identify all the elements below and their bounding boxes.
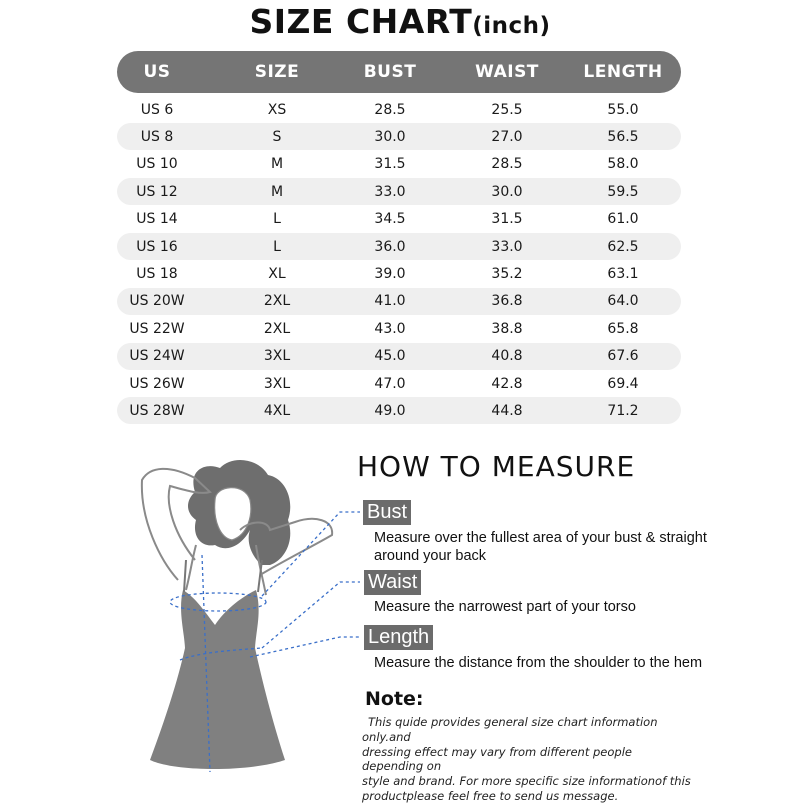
how-to-measure-heading: HOW TO MEASURE (357, 450, 636, 483)
table-cell-waist: 38.8 (491, 320, 523, 337)
table-cell-us: US 24W (129, 348, 185, 365)
table-cell-bust: 33.0 (374, 183, 406, 200)
table-cell-bust: 34.5 (374, 211, 406, 228)
table-cell-bust: 36.0 (374, 238, 406, 255)
table-cell-bust: 30.0 (374, 128, 406, 145)
table-cell-bust: 31.5 (374, 156, 406, 173)
table-cell-size: L (273, 238, 281, 255)
column-header-bust: BUST (363, 62, 417, 82)
chart-title-unit: (inch) (472, 13, 551, 39)
table-cell-bust: 43.0 (374, 320, 406, 337)
table-cell-size: XL (268, 265, 286, 282)
waist-label-tag: Waist (364, 570, 421, 595)
table-cell-bust: 45.0 (374, 348, 406, 365)
table-cell-length: 55.0 (607, 101, 639, 118)
table-cell-us: US 16 (136, 238, 178, 255)
table-cell-length: 71.2 (607, 402, 639, 419)
table-cell-bust: 47.0 (374, 375, 406, 392)
length-label-tag: Length (364, 625, 433, 650)
table-cell-us: US 10 (136, 156, 178, 173)
table-cell-waist: 28.5 (491, 156, 523, 173)
table-cell-length: 69.4 (607, 375, 639, 392)
table-cell-waist: 30.0 (491, 183, 523, 200)
column-header-waist: WAIST (475, 62, 539, 82)
table-cell-waist: 40.8 (491, 348, 523, 365)
table-cell-bust: 28.5 (374, 101, 406, 118)
note-line-2: dressing effect may vary from different people depending on (362, 744, 632, 774)
note-line-3: style and brand. For more specific size informationof this (362, 774, 691, 789)
table-cell-size: 4XL (263, 402, 291, 419)
table-cell-size: 2XL (263, 293, 291, 310)
table-cell-length: 62.5 (607, 238, 639, 255)
length-callout-line (250, 637, 360, 657)
table-cell-length: 63.1 (607, 265, 639, 282)
table-cell-waist: 44.8 (491, 402, 523, 419)
table-cell-waist: 27.0 (491, 128, 523, 145)
table-cell-bust: 41.0 (374, 293, 406, 310)
table-cell-waist: 42.8 (491, 375, 523, 392)
bust-label-tag: Bust (363, 500, 411, 525)
note-title: Note: (365, 688, 424, 710)
table-cell-size: L (273, 211, 281, 228)
table-cell-waist: 33.0 (491, 238, 523, 255)
table-cell-length: 58.0 (607, 156, 639, 173)
table-cell-size: M (270, 156, 284, 173)
table-cell-us: US 8 (140, 128, 174, 145)
chart-title-main: SIZE CHART (249, 2, 473, 41)
table-cell-bust: 49.0 (374, 402, 406, 419)
table-cell-size: M (270, 183, 284, 200)
table-cell-length: 65.8 (607, 320, 639, 337)
table-cell-length: 59.5 (607, 183, 639, 200)
note-body (362, 715, 692, 804)
table-cell-us: US 22W (129, 320, 185, 337)
note-line-1: This quide provides general size chart information only.and (362, 715, 658, 744)
table-cell-waist: 25.5 (491, 101, 523, 118)
table-cell-waist: 31.5 (491, 211, 523, 228)
table-cell-us: US 12 (136, 183, 178, 200)
table-cell-waist: 36.8 (491, 293, 523, 310)
table-cell-size: 2XL (263, 320, 291, 337)
table-cell-us: US 18 (136, 265, 178, 282)
dress-figure-illustration (0, 0, 360, 800)
column-header-size: SIZE (254, 62, 300, 82)
table-cell-length: 67.6 (607, 348, 639, 365)
table-cell-us: US 6 (140, 101, 174, 118)
column-header-length: LENGTH (583, 62, 663, 82)
bust-description-line-1: Measure over the fullest area of your bust & straight (374, 530, 707, 546)
table-cell-bust: 39.0 (374, 265, 406, 282)
waist-callout-line (262, 582, 360, 648)
column-header-us: US (143, 62, 171, 82)
table-cell-size: S (272, 128, 282, 145)
table-cell-us: US 20W (129, 293, 185, 310)
table-cell-length: 61.0 (607, 211, 639, 228)
waist-description: Measure the narrowest part of your torso (374, 599, 636, 615)
table-cell-length: 56.5 (607, 128, 639, 145)
table-cell-size: XS (267, 101, 287, 118)
length-description: Measure the distance from the shoulder to the hem (374, 655, 703, 671)
table-cell-waist: 35.2 (491, 265, 523, 282)
table-cell-us: US 14 (136, 211, 178, 228)
table-cell-us: US 26W (129, 375, 185, 392)
table-cell-size: 3XL (263, 348, 291, 365)
table-cell-size: 3XL (263, 375, 291, 392)
bust-description (374, 529, 707, 565)
dress-shape (150, 590, 285, 769)
table-cell-length: 64.0 (607, 293, 639, 310)
table-cell-us: US 28W (129, 402, 185, 419)
bust-description-line-2: around your back (374, 548, 487, 564)
note-line-4: productplease feel free to send us message. (362, 788, 619, 803)
